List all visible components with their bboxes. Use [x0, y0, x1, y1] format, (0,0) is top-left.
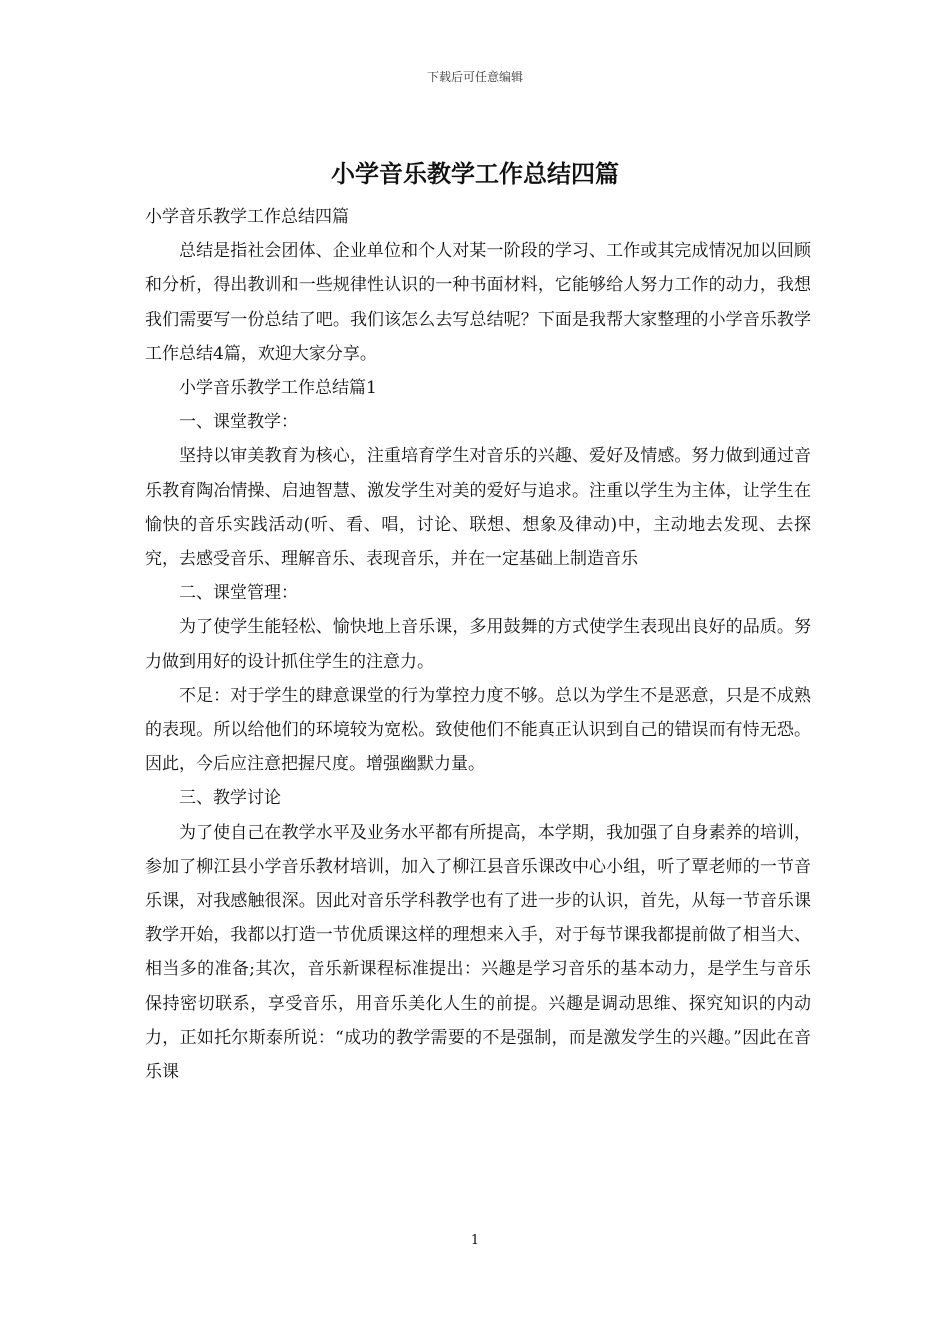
paragraph-classroom-management: 为了使学生能轻松、愉快地上音乐课，多用鼓舞的方式使学生表现出良好的品质。努力做到用好的设计抓住学生的注意力。 [145, 617, 811, 672]
paragraph-teaching-research: 为了使自己在教学水平及业务水平都有所提高，本学期，我加强了自身素养的培训，参加了柳江县小学音乐教材培训，加入了柳江县音乐课改中心小组，听了覃老师的一节音乐课，对我感触很深。因此对音乐学科教学也有了进一步的认识，首先，从每一节音乐课教学开始，我都以打造一节优质课这样的理想来入手，对于每节课我都提前做了相当大、相当多的准备;其次，音乐新课程标准提出：兴趣是学习音乐的基本动力，是学生与音乐保持密切联系，享受音乐，用音乐美化人生的前提。兴趣是调动思维、探究知识的内动力，正如托尔斯泰所说：“成功的教学需要的不是强制，而是激发学生的兴趣。”因此在音乐课 [145, 822, 811, 1083]
heading-classroom-teaching: 一、课堂教学： [179, 412, 298, 433]
page-number: 1 [470, 1233, 480, 1248]
document-subtitle: 小学音乐教学工作总结四篇 [145, 207, 349, 227]
page-header: 下载后可任意编辑 [426, 70, 523, 84]
document-title: 小学音乐教学工作总结四篇 [331, 159, 619, 188]
section-heading-part1: 小学音乐教学工作总结篇1 [179, 378, 377, 399]
heading-classroom-management: 二、课堂管理： [179, 583, 298, 604]
paragraph-intro: 总结是指社会团体、企业单位和个人对某一阶段的学习、工作或其完成情况加以回顾和分析，得出教训和一些规律性认识的一种书面材料，它能够给人努力工作的动力，我想我们需要写一份总结了吧。我们该怎么去写总结呢？下面是我帮大家整理的小学音乐教学工作总结4篇，欢迎大家分享。 [145, 241, 811, 364]
paragraph-shortcomings: 不足：对于学生的肆意课堂的行为掌控力度不够。总以为学生不是恶意，只是不成熟的表现。所以给他们的环境较为宽松。致使他们不能真正认识到自己的错误而有恃无恐。因此，今后应注意把握尺度。增强幽默力量。 [145, 685, 811, 775]
document-body [145, 200, 811, 1089]
paragraph-classroom-teaching: 坚持以审美教育为核心，注重培育学生对音乐的兴趣、爱好及情感。努力做到通过音乐教育陶冶情操、启迪智慧、激发学生对美的爱好与追求。注重以学生为主体，让学生在愉快的音乐实践活动(听、看、唱，讨论、联想、想象及律动)中，主动地去发现、去探究，去感受音乐、理解音乐、表现音乐，并在一定基础上制造音乐 [145, 446, 811, 570]
heading-teaching-research: 三、教学讨论 [179, 788, 281, 809]
